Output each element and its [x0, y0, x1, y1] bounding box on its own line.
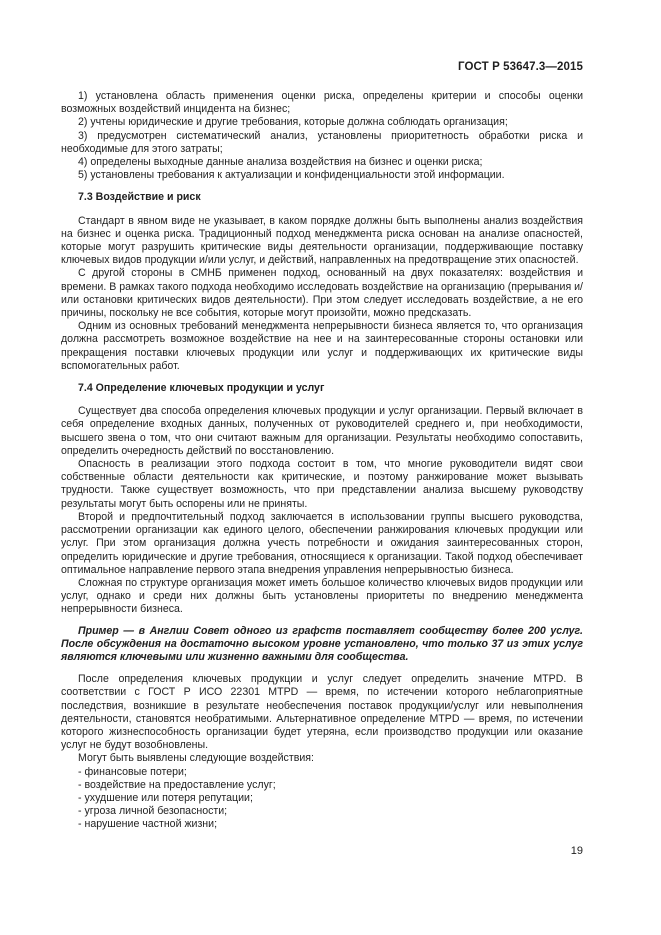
list-item: 3) предусмотрен систематический анализ, установлены приоритетность обработки риска и необходимые для этого затраты; — [61, 129, 583, 155]
section-heading-7-3: 7.3 Воздействие и риск — [78, 191, 201, 204]
list-item: 5) установлены требования к актуализации и конфиденциальности этой информации. — [78, 169, 505, 182]
paragraph: Существует два способа определения ключевых продукции и услуг организации. Первый включает в себя определение входных данных, полученных от руководителей среднего и, при необходимости, высшего звена о том, что они считают важным для организации. Результаты необходимо сопоставить, определить очередность действий по восстановлению. — [61, 405, 583, 457]
paragraph: Сложная по структуре организация может иметь большое количество ключевых видов продукции или услуг, однако и среди них должны быть установлены приоритеты по внедрению менеджмента непрерывности бизнеса. — [61, 576, 583, 616]
impact-list-item: - нарушение частной жизни; — [78, 818, 218, 831]
impact-list-item: - финансовые потери; — [78, 765, 187, 778]
paragraph: С другой стороны в СМНБ применен подход, основанный на двух показателях: воздействия и времени. В рамках такого подхода необходимо исследовать воздействие на организацию (прерывания и/или остановки критических видов деятельности). При этом следует исследовать воздействие, а не его причины, поскольку не все события, которые могут произойти, можно предсказать. — [61, 267, 583, 320]
paragraph: Могут быть выявлены следующие воздействия: — [78, 752, 314, 765]
document-code-header: ГОСТ Р 53647.3—2015 — [458, 61, 583, 73]
paragraph: Стандарт в явном виде не указывает, в каком порядке должны быть выполнены анализ воздействия на бизнес и оценка риска. Традиционный подход менеджмента риска основан на анализе опасностей, которые могут разрушить критические виды деятельности организации, поддерживающие поставку ключевых видов продукции и/или услуг, и действий, направленных на предотвращение этих опасностей. — [61, 214, 583, 267]
list-item: 1) установлена область применения оценки риска, определены критерии и способы оценки возможных воздействий инцидента на бизнес; — [61, 90, 583, 116]
impact-list-item: - ухудшение или потеря репутации; — [78, 791, 253, 804]
page-number: 19 — [570, 845, 583, 857]
page-content — [61, 90, 583, 832]
paragraph: Опасность в реализации этого подхода состоит в том, что многие руководители видят свои собственные области деятельности как критические, и поэтому ранжирование может вызывать трудности. Также существует возможность, что при представлении анализа высшему руководству результаты могут быть оспорены или не приняты. — [61, 458, 583, 510]
impact-list-item: - воздействие на предоставление услуг; — [78, 778, 276, 791]
example-note: Пример — в Англии Совет одного из графств поставляет сообществу более 200 услуг. После обсуждения на достаточно высоком уровне установлено, что только 37 из этих услуг являются ключевыми или жизненно важными для сообщества. — [61, 624, 583, 663]
list-item: 4) определены выходные данные анализа воздействия на бизнес и оценки риска; — [78, 156, 483, 169]
impact-list-item: - угроза личной безопасности; — [78, 805, 228, 818]
list-item: 2) учтены юридические и другие требования, которые должна соблюдать организация; — [78, 116, 508, 129]
section-heading-7-4: 7.4 Определение ключевых продукции и услуг — [78, 382, 325, 395]
paragraph: После определения ключевых продукции и услуг следует определить значение МТРD. В соответствии с ГОСТ Р ИСО 22301 МТРD — время, по истечении которого неблагоприятные последствия, возникшие в результате необеспечения поставок продукции/услуг или невыполнения деятельности, становятся необратимыми. Альтернативное определение МТРD — время, по истечении которого жизнеспособность организации будет утеряна, если производство продукции или оказание услуг не будут возобновлены. — [61, 673, 583, 752]
paragraph: Второй и предпочтительный подход заключается в использовании группы высшего руководства, рассмотрении организации как единого целого, обеспечении ранжирования ключевых продукции или услуг. При этом организация должна учесть потребности и ожидания заинтересованных сторон, определить юридические и другие требования, относящиеся к организации. Такой подход обеспечивает оптимальное направление первого этапа внедрения управления непрерывностью бизнеса. — [61, 510, 583, 576]
paragraph: Одним из основных требований менеджмента непрерывности бизнеса является то, что организация должна рассмотреть возможное воздействие на нее и на заинтересованные стороны остановки или прекращения поставки ключевых продукции или услуг и поддерживающих их критические виды вспомогательных работ. — [61, 320, 583, 372]
